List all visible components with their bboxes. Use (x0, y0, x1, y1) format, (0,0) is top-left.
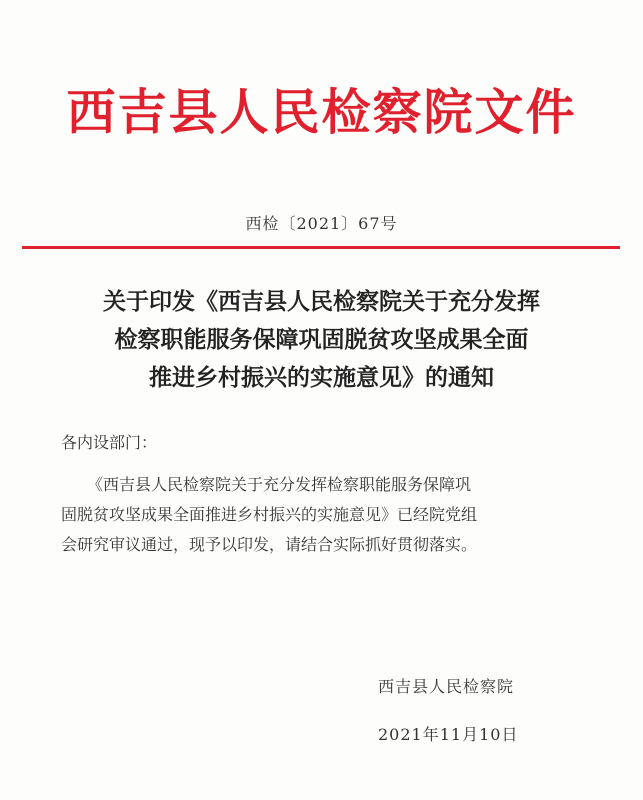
notice-title-line: 推进乡村振兴的实施意见》的通知 (149, 364, 494, 391)
issue-date: 2021年11月10日 (378, 725, 519, 744)
notice-title (40, 283, 603, 397)
notice-title-line: 检察职能服务保障巩固脱贫攻坚成果全面 (114, 326, 529, 353)
body-paragraph-line: 固脱贫攻坚成果全面推进乡村振兴的实施意见》已经院党组 (61, 505, 478, 524)
red-divider-line (22, 246, 620, 249)
document-header-title: 西吉县人民检察院文件 (66, 83, 577, 141)
notice-title-line: 关于印发《西吉县人民检察院关于充分发挥 (103, 288, 540, 315)
recipient-line: 各内设部门： (61, 433, 158, 452)
body-paragraph-line: 《西吉县人民检察院关于充分发挥检察职能服务保障巩 (87, 475, 472, 494)
body-paragraph (61, 470, 601, 560)
document-number: 西检〔2021〕67号 (245, 214, 398, 233)
issuer-signature: 西吉县人民检察院 (378, 677, 515, 696)
body-paragraph-line: 会研究审议通过，现予以印发，请结合实际抓好贯彻落实。 (61, 535, 478, 554)
